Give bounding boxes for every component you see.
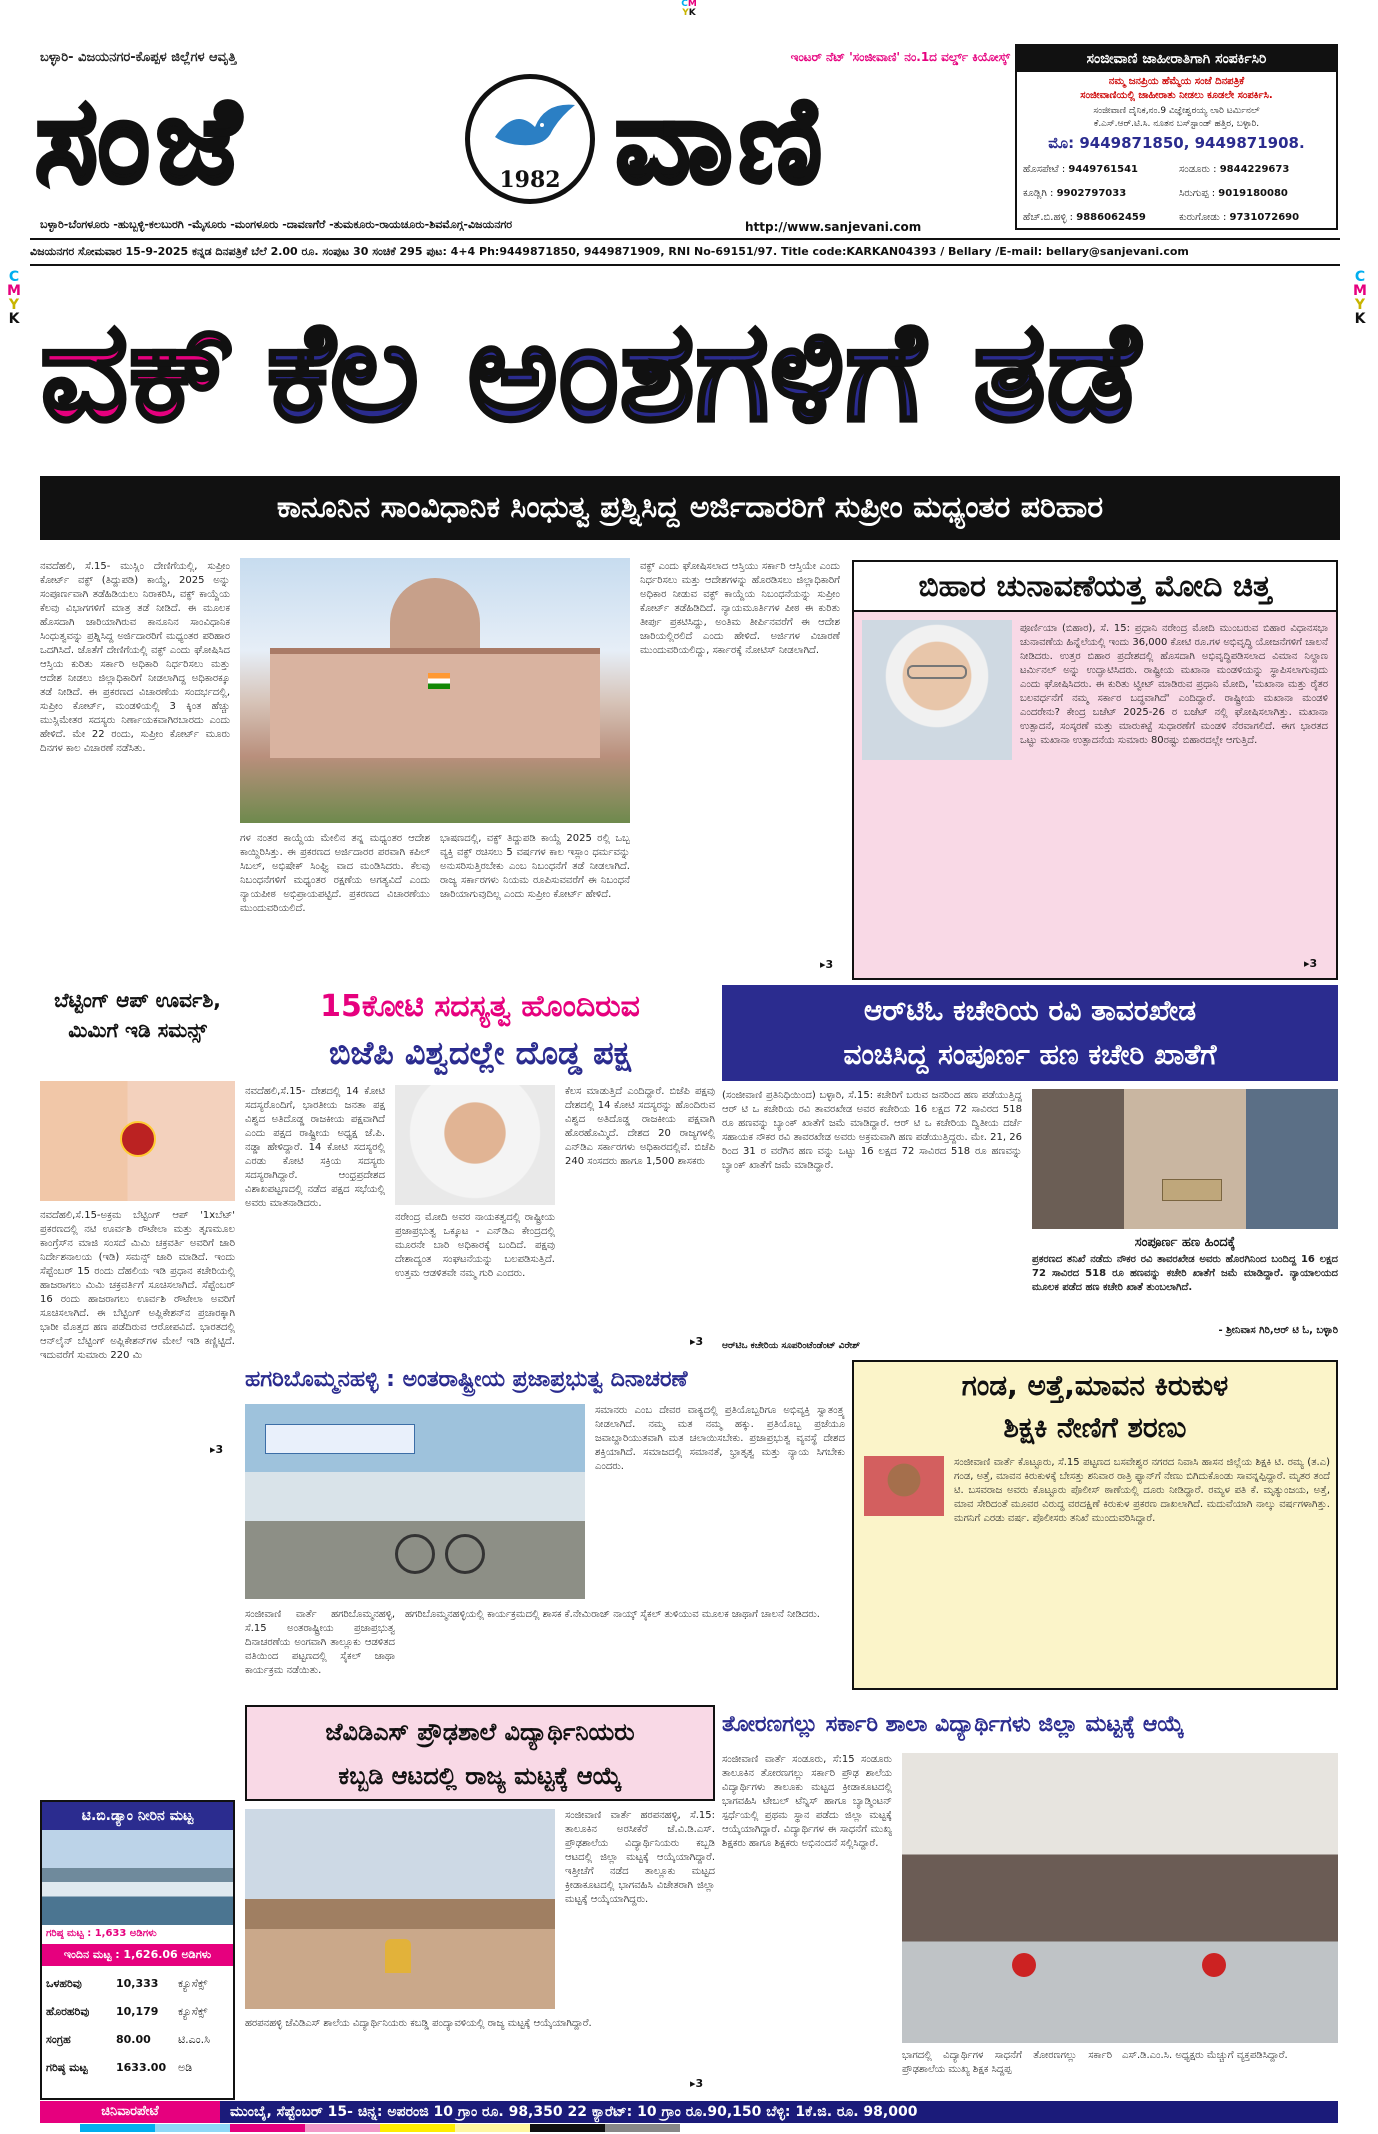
rto-office-photo [1032, 1089, 1338, 1229]
lead-column-4: ವಕ್ಫ್ ಎಂದು ಘೋಷಿಸಲಾದ ಆಸ್ತಿಯು ಸರ್ಕಾರಿ ಆಸ್ತಿಯೇ ಎಂದು ನಿರ್ಧರಿಸಲು ಮತ್ತು ಆದೇಶಗಳನ್ನು ಹೊರಡಿಸಲು ಜಿಲ್ಲಾಧಿಕಾರಿಗೆ ಅಧಿಕಾರ ನೀಡುವ ವಕ್ಫ್ ಕಾಯ್ದೆಯ ನಿಬಂಧನೆಯನ್ನು ಸುಪ್ರೀಂ ಕೋರ್ಟ್ ತಡೆಹಿಡಿದಿದೆ. ನ್ಯಾಯಮೂರ್ತಿಗಳ ಪೀಠ ಈ ಕುರಿತು ತೀರ್ಪು ಪ್ರಕಟಿಸಿದ್ದು, ಅಂತಿಮ ತೀರ್ಪಿನವರೆಗೆ ಈ ಆದೇಶ ಜಾರಿಯಲ್ಲಿರಲಿದೆ ಎಂದು ಹೇಳಿದೆ. ಅರ್ಜಿಗಳ ವಿಚಾರಣೆ ಮುಂದುವರಿಯಲಿದ್ದು, ಸರ್ಕಾರಕ್ಕೆ ನೋಟಿಸ್ ನೀಡಲಾಗಿದೆ. [640, 561, 840, 656]
jvds-body: ಸಂಜೀವಾಣಿ ವಾರ್ತೆ ಹರಪನಹಳ್ಳಿ, ಸೆ.15: ತಾಲೂಕಿನ ಅರಸೀಕೆರೆ ಜೆ.ವಿ.ಡಿ.ಎಸ್. ಪ್ರೌಢಶಾಲೆಯ ವಿದ್ಯಾರ್ಥಿನಿಯರು ಕಬ್ಬಡಿ ಆಟದಲ್ಲಿ ಜಿಲ್ಲಾ ಮಟ್ಟಕ್ಕೆ ಆಯ್ಕೆಯಾಗಿದ್ದಾರೆ. ಇತ್ತೀಚೆಗೆ ನಡೆದ ತಾಲ್ಲೂಕು ಮಟ್ಟದ ಕ್ರೀಡಾಕೂಟದಲ್ಲಿ ಭಾಗವಹಿಸಿ ವಿಜೇತರಾಗಿ ಜಿಲ್ಲಾ ಮಟ್ಟಕ್ಕೆ ಆಯ್ಕೆಯಾಗಿದ್ದರು. [565, 1810, 715, 1905]
bjp-headline-1: 15ಕೋಟಿ ಸದಸ್ಯತ್ವ ಹೊಂದಿರುವ [320, 989, 640, 1024]
contact-place: ಹೊಸಪೇಟೆ : [1023, 164, 1066, 175]
contact-place: ಹೆಚ್.ಬಿ.ಹಳ್ಳಿ : [1023, 212, 1074, 223]
dam-max-level: ಗರಿಷ್ಠ ಮಟ್ಟ : 1,633 ಅಡಿಗಳು [46, 1928, 157, 1939]
toranagallu-caption-2: ಎಸ್.ಡಿ.ಎಂ.ಸಿ. ಅಧ್ಯಕ್ಷರು ಮೆಚ್ಚುಗೆ ವ್ಯಕ್ತಪಡಿಸಿದ್ದಾರೆ. [1122, 2050, 1288, 2061]
tagline: ಇಂಟರ್ ನೆಟ್ 'ಸಂಜೀವಾಣಿ' ನಂ.1ದ ವರ್ಲ್ಡ್ ಕಿಯೋಸ್ಕ್ [790, 50, 1010, 64]
logo-left-text: ಸಂಜೆ [35, 70, 246, 209]
glasses-icon [907, 665, 967, 679]
bjp-jump-label: ▸3 [690, 1335, 704, 1348]
jvds-caption: ಹರಪನಹಳ್ಳಿ ಜೆವಿಡಿಎಸ್ ಶಾಲೆಯ ವಿದ್ಯಾರ್ಥಿನಿಯರು ಕಬಡ್ಡಿ ಪಂದ್ಯಾವಳಿಯಲ್ಲಿ ರಾಜ್ಯ ಮಟ್ಟಕ್ಕೆ ಆಯ್ಕೆಯಾಗಿದ್ದಾರೆ. [245, 2018, 592, 2029]
dateline-rule-bottom [30, 264, 1340, 266]
actress-photo [40, 1081, 235, 1201]
bjp-headline-2: ಬಿಜೆಪಿ ವಿಶ್ವದಲ್ಲೇ ದೊಡ್ಡ ಪಕ್ಷ [328, 1034, 632, 1072]
ticker-label: ಚಿನಿವಾರಪೇಟೆ [40, 2101, 220, 2123]
rto-side-body: ಪ್ರಕರಣದ ತನಿಖೆ ನಡೆದು ನೌಕರ ರವಿ ತಾವರಖೇಡ ಅವರು ಹೊರಗಿನಿಂದ ಬಂದಿದ್ದ 16 ಲಕ್ಷದ 72 ಸಾವಿರದ 518 ರೂ ಹಣವನ್ನು ಕಚೇರಿ ಖಾತೆಗೆ ಜಮೆ ಮಾಡಿದ್ದಾರೆ. ನ್ಯಾಯಾಲಯದ ಮೂಲಕ ಪಡೆದ ಹಣ ಕಚೇರಿ ಖಾತೆ ತುಂಬಲಾಗಿದೆ. [1032, 1254, 1338, 1293]
bihar-story [852, 560, 1338, 980]
color-bar [80, 2124, 680, 2132]
toranagallu-headline: ತೋರಣಗಲ್ಲು ಸರ್ಕಾರಿ ಶಾಲಾ ವಿದ್ಯಾರ್ಥಿಗಳು ಜಿಲ್ಲಾ ಮಟ್ಟಕ್ಕೆ ಆಯ್ಕೆ [722, 1712, 1184, 1737]
rto-caption: ಆರ್‌ಟಿಒ ಕಚೇರಿಯ ಸೂಪರಿಂಟೆಂಡೆಂಟ್ ವಿರೇಶ್ [722, 1341, 861, 1351]
dam-row: ಒಳಹರಿವು 10,333 ಕ್ಯೂಸೆಕ್ಸ್ [46, 1977, 208, 1990]
bihar-body: ಪೂರ್ಣಿಯಾ (ಬಿಹಾರ), ಸೆ. 15: ಪ್ರಧಾನಿ ನರೇಂದ್ರ ಮೋದಿ ಮುಂಬರುವ ಬಿಹಾರ ವಿಧಾನಸಭಾ ಚುನಾವಣೆಯ ಹಿನ್ನೆಲೆಯಲ್ಲಿ ಇಂದು 36,000 ಕೋಟಿ ರೂ.ಗಳ ಅಭಿವೃದ್ಧಿ ಯೋಜನೆಗಳಿಗೆ ಚಾಲನೆ ನೀಡಿದರು. ಉತ್ತರ ಬಿಹಾರ ಪ್ರದೇಶದಲ್ಲಿ ಹೊಸದಾಗಿ ಅಭಿವೃದ್ಧಿಪಡಿಸಲಾದ ವಿಮಾನ ನಿಲ್ದಾಣ ಟರ್ಮಿನಲ್ ಅನ್ನು ಉದ್ಘಾಟಿಸಿದರು. ರಾಷ್ಟ್ರೀಯ ಮಖಾನಾ ಮಂಡಳಿಯನ್ನು ಸ್ಥಾಪಿಸಲಾಗುವುದು ಎಂದು ಘೋಷಿಸಿದರು. ಈ ಕುರಿತು ಟ್ವೀಟ್ ಮಾಡಿರುವ ಪ್ರಧಾನಿ ಮೋದಿ, 'ಮಖಾನಾ ಮತ್ತು ರೈತರ ಬಲವರ್ಧನೆಗೆ ನಮ್ಮ ಸರ್ಕಾರ ಬದ್ಧವಾಗಿದೆ' ಎಂದಿದ್ದಾರೆ. ರಾಷ್ಟ್ರೀಯ ಮಖಾನಾ ಮಂಡಳಿ ಎಂದರೇನು? ಕೇಂದ್ರ ಬಜೆಟ್ 2025-26 ರ ಬಜೆಟ್ ನಲ್ಲಿ ಘೋಷಿಸಲಾಗಿತ್ತು. ಮಖಾನಾ ಉತ್ಪಾದನೆ, ಸಂಸ್ಕರಣೆ ಮತ್ತು ಮಾರುಕಟ್ಟೆ ಸುಧಾರಣೆಗೆ ಮಂಡಳಿ ನೆರವಾಗಲಿದೆ. ಈಗ ಭಾರತದ ಒಟ್ಟು ಮಖಾನಾ ಉತ್ಪಾದನೆಯ ಸುಮಾರು 80ರಷ್ಟು ಬಿಹಾರದಲ್ಲೇ ಆಗುತ್ತಿದೆ. [1020, 623, 1328, 746]
toranagallu-caption-1: ಭಾಗದಲ್ಲಿ ವಿದ್ಯಾರ್ಥಿಗಳ ಸಾಧನೆಗೆ ತೋರಣಗಲ್ಲು ಸರ್ಕಾರಿ ಪ್ರೌಢಶಾಲೆಯ ಮುಖ್ಯ ಶಿಕ್ಷಕ ಸಿದ್ದಪ್ಪ [902, 2050, 1112, 2075]
ganda-headline-1: ಗಂಡ, ಅತ್ತೆ,ಮಾವನ ಕಿರುಕುಳ [961, 1369, 1229, 1402]
lead-subhead: ಕಾನೂನಿನ ಸಾಂವಿಧಾನಿಕ ಸಿಂಧುತ್ವ ಪ್ರಶ್ನಿಸಿದ್ದ ಅರ್ಜಿದಾರರಿಗೆ ಸುಪ್ರೀಂ ಮಧ್ಯಂತರ ಪರಿಹಾರ [40, 476, 1340, 540]
ad-box-line2: ಸಂಜೀವಾಣಿಯಲ್ಲಿ ಜಾಹೀರಾತು ನೀಡಲು ಕೂಡಲೇ ಸಂಪರ್ಕಿಸಿ. [1080, 90, 1273, 101]
hagari-body: ಸಮಾನರು ಎಂಬ ದೇವರ ವಾಕ್ಯದಲ್ಲಿ ಪ್ರತಿಯೊಬ್ಬರಿಗೂ ಅಭಿವ್ಯಕ್ತಿ ಸ್ವಾತಂತ್ರ್ಯ ನೀಡಲಾಗಿದೆ. ನಮ್ಮ ಮತ ನಮ್ಮ ಹಕ್ಕು. ಪ್ರತಿಯೊಬ್ಬ ಪ್ರಜೆಯೂ ಜವಾಬ್ದಾರಿಯುತವಾಗಿ ಮತ ಚಲಾಯಿಸಬೇಕು. ಪ್ರಜಾಪ್ರಭುತ್ವ ವ್ಯವಸ್ಥೆ ದೇಶದ ಶಕ್ತಿಯಾಗಿದೆ. ಸಮಾಜದಲ್ಲಿ ಸಮಾನತೆ, ಭ್ರಾತೃತ್ವ ಮತ್ತು ನ್ಯಾಯ ಸಿಗಬೇಕು ಎಂದರು. [595, 1405, 845, 1472]
masthead-ad-box [1015, 44, 1338, 230]
contact-number: 9902797033 [1056, 188, 1127, 199]
rto-side-title: ಸಂಪೂರ್ಣ ಹಣ ಹಿಂದಕ್ಕೆ [1134, 1235, 1236, 1250]
court-building [270, 648, 600, 758]
modi-photo [862, 620, 1012, 760]
rto-headline-1: ಆರ್‌ಟಿಓ ಕಚೇರಿಯ ರವಿ ತಾವರಖೇಡ [863, 994, 1197, 1027]
ganda-headline-2: ಶಿಕ್ಷಕಿ ನೇಣಿಗೆ ಶರಣು [1003, 1411, 1187, 1444]
hagari-body-2: ಸಂಜೀವಾಣಿ ವಾರ್ತೆ ಹಗರಿಬೊಮ್ಮನಹಳ್ಳಿ, ಸೆ.15 ಅಂತರಾಷ್ಟ್ರೀಯ ಪ್ರಜಾಪ್ರಭುತ್ವ ದಿನಾಚರಣೆಯ ಅಂಗವಾಗಿ ತಾಲ್ಲೂಕು ಆಡಳಿತದ ವತಿಯಿಂದ ಪಟ್ಟಣದಲ್ಲಿ ಸೈಕಲ್ ಜಾಥಾ ಕಾರ್ಯಕ್ರಮ ನಡೆಯಿತು. [245, 1609, 395, 1676]
bicycle-icon [395, 1534, 435, 1574]
dam-box [40, 1800, 235, 2100]
lead-column-2: ಗಳ ನಂತರ ಕಾಯ್ದೆಯ ಮೇಲಿನ ತನ್ನ ಮಧ್ಯಂತರ ಆದೇಶ ಕಾಯ್ದಿರಿಸಿತ್ತು. ಈ ಪ್ರಕರಣದ ಅರ್ಜಿದಾರರ ಪರವಾಗಿ ಕಪಿಲ್ ಸಿಬಲ್, ಅಭಿಷೇಕ್ ಸಿಂಘ್ವಿ ವಾದ ಮಂಡಿಸಿದರು. ಕೆಲವು ನಿಬಂಧನೆಗಳಿಗೆ ಮಧ್ಯಂತರ ರಕ್ಷಣೆಯ ಅಗತ್ಯವಿದೆ ಎಂದು ನ್ಯಾಯಪೀಠ ಅಭಿಪ್ರಾಯಪಟ್ಟಿದೆ. ಪ್ರಕರಣದ ವಿಚಾರಣೆಯು ಮುಂದುವರಿಯಲಿದೆ. [240, 833, 430, 914]
banner-icon [265, 1424, 415, 1454]
dove-icon [490, 97, 580, 157]
contact-number: 9844229673 [1219, 164, 1290, 175]
contact-place: ಕೂಡ್ಲಿಗಿ : [1023, 188, 1054, 199]
ad-box-contacts [1023, 158, 1332, 230]
table-tennis-bat-icon [1012, 1953, 1036, 1977]
contact-number: 9019180080 [1218, 188, 1288, 199]
cmyk-top-mark: CM YK [681, 0, 697, 18]
dam-row: ಹೊರಹರಿವು 10,179 ಕ್ಯೂಸೆಕ್ಸ್ [46, 2005, 208, 2018]
cmyk-side-left: C M Y K [7, 269, 21, 327]
lead-column-1: ನವದೆಹಲಿ, ಸೆ.15- ಮುಸ್ಲಿಂ ದೇಣಿಗೆಯಲ್ಲಿ, ಸುಪ್ರೀಂ ಕೋರ್ಟ್ ವಕ್ಫ್ (ತಿದ್ದುಪಡಿ) ಕಾಯ್ದೆ, 2025 ಅನ್ನು ಸಂಪೂರ್ಣವಾಗಿ ತಡೆಹಿಡಿಯಲು ನಿರಾಕರಿಸಿ, ವಕ್ಫ್ ಕಾಯ್ದೆಯ ಕೆಲವು ವಿಭಾಗಗಳಿಗೆ ಮಾತ್ರ ತಡೆ ನೀಡಿದೆ. ಈ ಮೂಲಕ ಹೊಸದಾಗಿ ಜಾರಿಯಾಗಿರುವ ಕಾನೂನಿನ ಸಾಂವಿಧಾನಿಕ ಸಿಂಧುತ್ವವನ್ನು ಪ್ರಶ್ನಿಸಿದ್ದ ಅರ್ಜಿದಾರರಿಗೆ ಮಧ್ಯಂತರ ಪರಿಹಾರ ಒದಗಿಸಿದೆ. ಜೊತೆಗೆ ದೇಣಿಗೆಯಲ್ಲಿ ವಕ್ಫ್ ಎಂದು ಘೋಷಿಸಿದ ಆಸ್ತಿಯ ಕುರಿತು ಸರ್ಕಾರಿ ಅಧಿಕಾರಿ ನಿರ್ಧರಿಸಲು ಮತ್ತು ಆದೇಶ ನೀಡಲು ಜಿಲ್ಲಾಧಿಕಾರಿಗೆ ನೀಡಲಾಗಿದ್ದ ಅಧಿಕಾರಕ್ಕೂ ತಡೆ ನೀಡಿದೆ. ಈ ಪ್ರಕರಣದ ವಿಚಾರಣೆಯ ಸಂದರ್ಭದಲ್ಲಿ, ಸುಪ್ರೀಂ ಕೋರ್ಟ್, ಮಂಡಳಿಯಲ್ಲಿ 3 ಕ್ಕಿಂತ ಹೆಚ್ಚು ಮುಸ್ಲಿಮೇತರ ಸದಸ್ಯರು ನಿರ್ಣಾಯಕವಾಗಿರಬಾರದು ಎಂದು ಹೇಳಿದೆ. ಮೇ 22 ರಂದು, ಸುಪ್ರೀಂ ಕೋರ್ಟ್ ಮೂರು ದಿನಗಳ ಕಾಲ ವಿಚಾರಣೆ ನಡೆಸಿತು. [40, 561, 230, 754]
cash-stack-icon [1162, 1179, 1222, 1201]
bjp-story [245, 985, 715, 1353]
toranagallu-story [722, 1705, 1338, 2100]
bihar-headline: ಬಿಹಾರ ಚುನಾವಣೆಯತ್ತ ಮೋದಿ ಚಿತ್ತ [854, 562, 1336, 612]
jvds-story [245, 1705, 715, 2100]
toranagallu-body: ಸಂಜೀವಾಣಿ ವಾರ್ತೆ ಸಂಡೂರು, ಸೆ:15 ಸಂಡೂರು ತಾಲೂಕಿನ ತೋರಣಗಲ್ಲು ಸರ್ಕಾರಿ ಪ್ರೌಢ ಶಾಲೆಯ ವಿದ್ಯಾರ್ಥಿಗಳು ತಾಲೂಕು ಮಟ್ಟದ ಕ್ರೀಡಾಕೂಟದಲ್ಲಿ ಭಾಗವಹಿಸಿ ಟೇಬಲ್ ಟೆನ್ನಿಸ್ ಹಾಗೂ ಬ್ಯಾಡ್ಮಿಂಟನ್ ಸ್ಪರ್ಧೆಯಲ್ಲಿ ಪ್ರಥಮ ಸ್ಥಾನ ಪಡೆದು ಜಿಲ್ಲಾ ಮಟ್ಟಕ್ಕೆ ಆಯ್ಕೆಯಾಗಿದ್ದಾರೆ. ವಿದ್ಯಾರ್ಥಿಗಳ ಈ ಸಾಧನೆಗೆ ಮುಖ್ಯ ಶಿಕ್ಷಕರು ಹಾಗೂ ಶಿಕ್ಷಕರು ಅಭಿನಂದನೆ ಸಲ್ಲಿಸಿದ್ದಾರೆ. [722, 1754, 892, 1849]
cmyk-side-right: C M Y K [1353, 269, 1367, 327]
bihar-jump-label: ▸3 [1304, 957, 1318, 970]
bjp-column-3: ಕೆಲಸ ಮಾಡುತ್ತಿದೆ ಎಂದಿದ್ದಾರೆ. ಬಿಜೆಪಿ ಪಕ್ಷವು ದೇಶದಲ್ಲಿ 14 ಕೋಟಿ ಸದಸ್ಯರನ್ನು ಹೊಂದಿರುವ ವಿಶ್ವದ ಅತಿದೊಡ್ಡ ರಾಜಕೀಯ ಪಕ್ಷವಾಗಿ ಹೊರಹೊಮ್ಮಿದೆ. ದೇಶದ 20 ರಾಜ್ಯಗಳಲ್ಲಿ ಎನ್‌ಡಿಎ ಸರ್ಕಾರಗಳು ಅಧಿಕಾರದಲ್ಲಿವೆ. ಬಿಜೆಪಿ 240 ಸಂಸದರು ಹಾಗೂ 1,500 ಶಾಸಕರು [565, 1086, 715, 1167]
hagari-caption: ಹಗರಿಬೊಮ್ಮನಹಳ್ಳಿಯಲ್ಲಿ ಕಾರ್ಯಕ್ರಮದಲ್ಲಿ ಶಾಸಕ ಕೆ.ನೇಮಿರಾಜ್ ನಾಯ್ಕ್ ಸೈಕಲ್ ತುಳಿಯುವ ಮೂಲಕ ಜಾಥಾಗೆ ಚಾಲನೆ ನೀಡಿದರು. [405, 1609, 820, 1620]
victim-photo [864, 1456, 944, 1516]
ad-box-title: ಸಂಜೀವಾಣಿ ಜಾಹೀರಾತಿಗಾಗಿ ಸಂಪರ್ಕಿಸಿರಿ [1017, 46, 1336, 72]
cities-line: ಬಳ್ಳಾರಿ-ಬೆಂಗಳೂರು -ಹುಬ್ಬಳ್ಳಿ-ಕಲಬುರಗಿ -ಮೈಸೂರು -ಮಂಗಳೂರು -ದಾವಣಗೆರೆ -ತುಮಕೂರು-ರಾಯಚೂರು-ಶಿವಮೊಗ್ಗ-ವಿಜಯನಗರ [40, 218, 513, 231]
court-dome [390, 578, 480, 648]
bjp-column-1: ನವದೆಹಲಿ,ಸೆ.15- ದೇಶದಲ್ಲಿ 14 ಕೋಟಿ ಸದಸ್ಯರೊಂದಿಗೆ, ಭಾರತೀಯ ಜನತಾ ಪಕ್ಷ ವಿಶ್ವದ ಅತಿದೊಡ್ಡ ರಾಜಕೀಯ ಪಕ್ಷವಾಗಿದೆ ಎಂದು ಪಕ್ಷದ ರಾಷ್ಟ್ರೀಯ ಅಧ್ಯಕ್ಷ ಜೆ.ಪಿ. ನಡ್ಡಾ ಹೇಳಿದ್ದಾರೆ. 14 ಕೋಟಿ ಸದಸ್ಯರಲ್ಲಿ ಎರಡು ಕೋಟಿ ಸಕ್ರಿಯ ಸದಸ್ಯರು ಸದಸ್ಯರಾಗಿದ್ದಾರೆ. ಆಂಧ್ರಪ್ರದೇಶದ ವಿಶಾಖಪಟ್ಟಣದಲ್ಲಿ ನಡೆದ ಪಕ್ಷದ ಸಭೆಯಲ್ಲಿ ಅವರು ಮಾತನಾಡಿದರು. [245, 1086, 385, 1209]
lead-headline [40, 276, 1340, 466]
lead-headline-accent: ವಕ್ [40, 289, 236, 452]
color-swatch [380, 2124, 455, 2132]
logo-year: 1982 [499, 167, 561, 193]
color-swatch [605, 2124, 680, 2132]
betting-story [40, 985, 235, 1465]
rto-body: (ಸಂಜೀವಾಣಿ ಪ್ರತಿನಿಧಿಯಿಂದ) ಬಳ್ಳಾರಿ, ಸೆ.15: ಕಚೇರಿಗೆ ಬರುವ ಜನರಿಂದ ಹಣ ಪಡೆಯುತ್ತಿದ್ದ ಆರ್ ಟಿ ಒ ಕಚೇರಿಯ ರವಿ ತಾವರಖೇಡ ಅವರ ಕಚೇರಿಯ 16 ಲಕ್ಷದ 72 ಸಾವಿರದ 518 ರೂ ಹಣವನ್ನು ಬ್ಯಾಂಕ್ ಖಾತೆಗೆ ಜಮೆ ಮಾಡಿದ್ದಾರೆ. ಆರ್ ಟಿ ಒ ಕಚೇರಿಯ ದ್ವಿತೀಯ ದರ್ಜೆ ಸಹಾಯಕ ನೌಕರ ರವಿ ತಾವರಖೇಡ ಅವರು ಅಕ್ರಮವಾಗಿ ಹಣ ಪಡೆಯುತ್ತಿದ್ದರು. ಮೇ. 21, 26 ರಿಂದ 31 ರ ವರೆಗಿನ ಹಣ ವನ್ನು ಒಟ್ಟು 16 ಲಕ್ಷದ 72 ಸಾವಿರದ 518 ರೂ ಹಣವನ್ನು ಬ್ಯಾಂಕ್ ಖಾತೆಗೆ ಜಮೆ ಮಾಡಿದ್ದಾರೆ. [722, 1090, 1022, 1171]
ad-box-phone: ಮೊ: 9449871850, 9449871908. [1048, 134, 1305, 152]
kabaddi-team-photo [245, 1809, 555, 2009]
bicycle-icon [445, 1534, 485, 1574]
contact-number: 9731072690 [1229, 212, 1300, 223]
logo-dove-emblem [465, 74, 595, 204]
color-swatch [455, 2124, 530, 2132]
betting-headline: ಬೆಟ್ಟಿಂಗ್ ಆಪ್ ಊರ್ವಶಿ, ಮಿಮಿಗೆ ಇಡಿ ಸಮನ್ಸ್ [54, 988, 221, 1042]
supreme-court-photo [240, 558, 630, 823]
jvds-headline-2: ಕಬ್ಬಡಿ ಆಟದಲ್ಲಿ ರಾಜ್ಯ ಮಟ್ಟಕ್ಕೆ ಆಯ್ಕೆ [338, 1762, 622, 1790]
contact-number: 9886062459 [1076, 212, 1146, 223]
rto-headline-box [722, 985, 1338, 1081]
logo [35, 70, 1000, 210]
edition-line: ಬಳ್ಳಾರಿ- ವಿಜಯನಗರ-ಕೊಪ್ಪಳ ಜಿಲ್ಲೆಗಳ ಆವೃತ್ತಿ [40, 50, 237, 65]
school-students-photo [902, 1753, 1338, 2043]
color-swatch [80, 2124, 155, 2132]
color-swatch [530, 2124, 605, 2132]
hagari-story [245, 1360, 845, 1695]
website[interactable]: http://www.sanjevani.com [745, 220, 922, 234]
contact-place: ಸಿರುಗುಪ್ಪ : [1179, 188, 1216, 199]
color-swatch [305, 2124, 380, 2132]
rto-sign: - ಶ್ರೀನಿವಾಸ ಗಿರಿ,ಆರ್ ಟಿ ಓ, ಬಳ್ಳಾರಿ [1218, 1325, 1338, 1336]
dam-photo [42, 1830, 233, 1925]
contact-place: ಕುರುಗೋಡು : [1179, 212, 1227, 223]
trophy-icon [385, 1939, 411, 1973]
dam-row: ಗರಿಷ್ಠ ಮಟ್ಟ 1633.00 ಅಡಿ [46, 2061, 193, 2074]
color-swatch [155, 2124, 230, 2132]
dam-today-level: ಇಂದಿನ ಮಟ್ಟ : 1,626.06 ಅಡಿಗಳು [42, 1944, 233, 1966]
bjp-column-2: ನರೇಂದ್ರ ಮೋದಿ ಅವರ ನಾಯಕತ್ವದಲ್ಲಿ ರಾಷ್ಟ್ರೀಯ ಪ್ರಜಾಪ್ರಭುತ್ವ ಒಕ್ಕೂಟ - ಎನ್‌ಡಿಎ ಕೇಂದ್ರದಲ್ಲಿ ಮೂರನೇ ಬಾರಿ ಅಧಿಕಾರಕ್ಕೆ ಬಂದಿದೆ. ಪಕ್ಷವು ದೇಶಾದ್ಯಂತ ಸಂಘಟನೆಯನ್ನು ಬಲಪಡಿಸುತ್ತಿದೆ. ಉತ್ತಮ ಆಡಳಿತವೇ ನಮ್ಮ ಗುರಿ ಎಂದರು. [395, 1212, 555, 1279]
bullion-ticker [40, 2101, 1338, 2123]
india-flag-icon [428, 673, 450, 689]
betting-jump-label: ▸3 [210, 1443, 224, 1456]
hagari-headline: ಹಗರಿಬೊಮ್ಮನಹಳ್ಳಿ : ಅಂತರಾಷ್ಟ್ರೀಯ ಪ್ರಜಾಪ್ರಭುತ್ವ ದಿನಾಚರಣೆ [245, 1367, 688, 1392]
table-tennis-bat-icon [1202, 1953, 1226, 1977]
rto-headline-2: ವಂಚಿಸಿದ್ದ ಸಂಪೂರ್ಣ ಹಣ ಕಚೇರಿ ಖಾತೆಗೆ [843, 1038, 1217, 1071]
lead-jump-label: ▸3 [820, 958, 834, 971]
contact-place: ಸಂಡೂರು : [1179, 164, 1217, 175]
jvds-headline-1: ಜೆವಿಡಿಎಸ್ ಪ್ರೌಢಶಾಲೆ ವಿದ್ಯಾರ್ಥಿನಿಯರು [325, 1718, 635, 1746]
ganda-body: ಸಂಜೀವಾಣಿ ವಾರ್ತೆ ಕೊಟ್ಟೂರು, ಸೆ.15 ಪಟ್ಟಣದ ಬಸವೇಶ್ವರ ನಗರದ ನಿವಾಸಿ ಹಾಸನ ಜಿಲ್ಲೆಯ ಶಿಕ್ಷಕಿ ಟಿ. ರಮ್ಯ (ತ.ಎ) ಗಂಡ, ಅತ್ತೆ, ಮಾವನ ಕಿರುಕುಳಕ್ಕೆ ಬೇಸತ್ತು ಶನಿವಾರ ರಾತ್ರಿ ಫ್ಯಾನ್‌ಗೆ ನೇಣು ಬಿಗಿದುಕೊಂಡು ಸಾವನ್ನಪ್ಪಿದ್ದಾರೆ. ಮೃತರ ತಂದೆ ಟಿ. ಬಸವರಾಜ ಅವರು ಕೊಟ್ಟೂರು ಪೊಲೀಸ್ ಠಾಣೆಯಲ್ಲಿ ದೂರು ನೀಡಿದ್ದಾರೆ. ರಮ್ಯಳ ಪತಿ ಕೆ. ಮೃತ್ಯುಂಜಯ, ಅತ್ತೆ, ಮಾವ ಸೇರಿದಂತೆ ಮೂವರ ವಿರುದ್ಧ ವರದಕ್ಷಿಣೆ ಕಿರುಕುಳ ಪ್ರಕರಣ ದಾಖಲಾಗಿದೆ. ಮದುವೆಯಾಗಿ ನಾಲ್ಕು ವರ್ಷಗಳಾಗಿತ್ತು. ಮಗನಿಗೆ ಎರಡು ವರ್ಷ. ಪೊಲೀಸರು ತನಿಖೆ ಮುಂದುವರಿಸಿದ್ದಾರೆ. [954, 1457, 1330, 1524]
ganda-story [852, 1360, 1338, 1690]
dateline: ವಿಜಯನಗರ ಸೋಮವಾರ 15-9-2025 ಕನ್ನಡ ದಿನಪತ್ರಿಕೆ ಬೆಲೆ 2.00 ರೂ. ಸಂಪುಟ 30 ಸಂಚಿಕೆ 295 ಪುಟ: 4+4 Ph:9449871850, 9449871909, RNI No-69151/97. Title code:KARKAN04393 / Bellary /E-mail: bellary@sanjevani.com [30, 245, 1189, 258]
contact-number: 9449761541 [1068, 164, 1138, 175]
ad-box-line4: ಕೆ.ಎಸ್.ಆರ್.ಟಿ.ಸಿ. ನೂತನ ಬಸ್‌ಸ್ಟಾಂಡ್ ಹತ್ತಿರ, ಬಳ್ಳಾರಿ. [1093, 119, 1260, 129]
jvds-jump-label: ▸3 [690, 2077, 704, 2090]
ad-box-line3: ಸಂಜೀವಾಣಿ ದೈನಿಕ,ನಂ.9 ವಿಜ್ಞೇಶ್ವರಯ್ಯ ಲಾರಿ ಟರ್ಮಿನಲ್ [1093, 106, 1260, 116]
dateline-rule-top [30, 238, 1340, 240]
dam-title: ಟಿ.ಬಿ.ಡ್ಯಾಂ ನೀರಿನ ಮಟ್ಟ [42, 1802, 233, 1830]
ticker-text: ಮುಂಬೈ, ಸೆಪ್ಟೆಂಬರ್ 15- ಚಿನ್ನ: ಅಪರಂಜಿ 10 ಗ್ರಾಂ ರೂ. 98,350 22 ಕ್ಯಾರೆಟ್: 10 ಗ್ರಾಂ ರೂ.90,150 ಬೆಳ್ಳಿ: 1ಕೆ.ಜಿ. ರೂ. 98,000 [230, 2104, 918, 2120]
lead-column-3: ಭಾಷಣದಲ್ಲಿ, ವಕ್ಫ್ ತಿದ್ದುಪಡಿ ಕಾಯ್ದೆ 2025 ರಲ್ಲಿ ಒಬ್ಬ ವ್ಯಕ್ತಿ ವಕ್ಫ್ ರಚಿಸಲು 5 ವರ್ಷಗಳ ಕಾಲ ಇಸ್ಲಾಂ ಧರ್ಮವನ್ನು ಅನುಸರಿಸುತ್ತಿರಬೇಕು ಎಂಬ ನಿಬಂಧನೆಗೆ ತಡೆ ನೀಡಲಾಗಿದೆ. ರಾಜ್ಯ ಸರ್ಕಾರಗಳು ನಿಯಮ ರೂಪಿಸುವವರೆಗೆ ಈ ನಿಬಂಧನೆ ಜಾರಿಯಾಗುವುದಿಲ್ಲ ಎಂದು ಸುಪ್ರೀಂ ಕೋರ್ಟ್ ಹೇಳಿದೆ. [440, 833, 630, 900]
color-swatch [230, 2124, 305, 2132]
ad-box-line1: ನಮ್ಮ ಜನಪ್ರಿಯ ಹೆಮ್ಮೆಯ ಸಂಜೆ ದಿನಪತ್ರಿಕೆ [1108, 76, 1245, 87]
dam-row: ಸಂಗ್ರಹ 80.00 ಟಿ.ಎಂ.ಸಿ [46, 2033, 210, 2046]
lead-headline-main: ಕೆಲ ಅಂಶಗಳಿಗೆ ತಡೆ [266, 289, 1140, 452]
logo-right-text: ವಾಣಿ [615, 70, 828, 209]
dam-table [46, 1970, 229, 2100]
cycle-rally-photo [245, 1404, 585, 1599]
nadda-photo [395, 1085, 555, 1205]
betting-body: ನವದೆಹಲಿ,ಸೆ.15-ಅಕ್ರಮ ಬೆಟ್ಟಿಂಗ್ ಆಪ್ '1xಬೆಟ್' ಪ್ರಕರಣದಲ್ಲಿ ನಟಿ ಊರ್ವಶಿ ರೌಟೇಲಾ ಮತ್ತು ತೃಣಮೂಲ ಕಾಂಗ್ರೆಸ್‌ನ ಮಾಜಿ ಸಂಸದೆ ಮಿಮಿ ಚಕ್ರವರ್ತಿ ಅವರಿಗೆ ಜಾರಿ ನಿರ್ದೇಶನಾಲಯ (ಇಡಿ) ಸಮನ್ಸ್ ಜಾರಿ ಮಾಡಿದೆ. ಇಂದು ಸೆಪ್ಟೆಂಬರ್ 15 ರಂದು ದೆಹಲಿಯ ಇಡಿ ಪ್ರಧಾನ ಕಚೇರಿಯಲ್ಲಿ ಹಾಜರಾಗಲು ಮಿಮಿ ಚಕ್ರವರ್ತಿಗೆ ಸೂಚಿಸಲಾಗಿದೆ. ಸೆಪ್ಟೆಂಬರ್ 16 ರಂದು ಹಾಜರಾಗಲು ಊರ್ವಶಿ ರೌಟೇಲಾ ಅವರಿಗೆ ಸೂಚಿಸಲಾಗಿದೆ. ಈ ಬೆಟ್ಟಿಂಗ್ ಅಪ್ಲಿಕೇಶನ್‌ನ ಪ್ರಚಾರಕ್ಕಾಗಿ ಭಾರೀ ಮೊತ್ತದ ಹಣ ಪಡೆದಿರುವ ಆರೋಪವಿದೆ. ಭಾರತದಲ್ಲಿ ಆನ್‌ಲೈನ್ ಬೆಟ್ಟಿಂಗ್ ಅಪ್ಲಿಕೇಶನ್‌ಗಳ ಮೇಲೆ ಇಡಿ ಕಣ್ಣಿಟ್ಟಿದೆ. ಇದುವರೆಗೆ ಸುಮಾರು 220 ಮಿ [40, 1210, 235, 1361]
ed-badge-icon [120, 1121, 156, 1157]
rto-story [722, 985, 1338, 1355]
jvds-headline-box [245, 1705, 715, 1801]
